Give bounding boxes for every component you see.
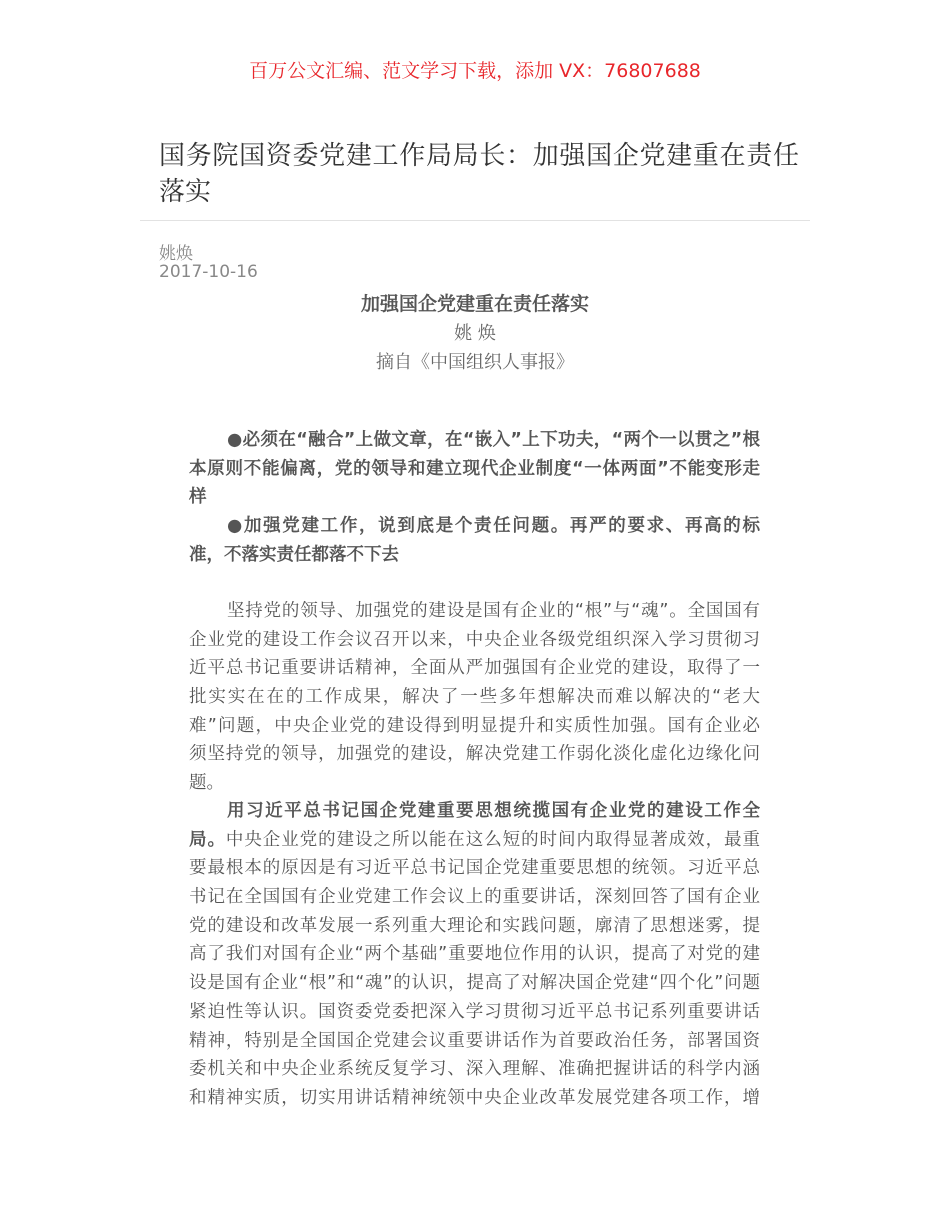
summary-line: ●必须在“融合”上做文章，在“嵌入”上下功夫，“两个一以贯之”根 xyxy=(227,430,760,450)
article-source: 摘自《中国组织人事报》 xyxy=(376,352,574,373)
paragraph-line: 设是国有企业“根”和“魂”的认识，提高了对解决国企党建“四个化”问题 xyxy=(189,973,760,994)
publish-date: 2017-10-16 xyxy=(159,262,258,282)
paragraph-line: 要最根本的原因是有习近平总书记国企党建重要思想的统领。习近平总 xyxy=(189,858,760,879)
paragraph-line: 紧迫性等认识。国资委党委把深入学习贯彻习近平总书记系列重要讲话 xyxy=(189,1001,760,1022)
paragraph-line: 党的建设和改革发展一系列重大理论和实践问题，廓清了思想迷雾，提 xyxy=(189,915,760,936)
article-heading: 加强国企党建重在责任落实 xyxy=(360,293,589,315)
page-title xyxy=(159,138,799,210)
paragraph-line: 须坚持党的领导，加强党的建设，解决党建工作弱化淡化虚化边缘化问 xyxy=(189,744,760,765)
title-line: 国务院国资委党建工作局局长：加强国企党建重在责任 xyxy=(159,141,799,171)
author: 姚焕 xyxy=(159,244,193,264)
promo-banner: 百万公文汇编、范文学习下载，添加 VX：76807688 xyxy=(249,60,701,82)
paragraph-line: 高了我们对国有企业“两个基础”重要地位作用的认识，提高了对党的建 xyxy=(189,944,760,965)
paragraph-line: 精神，特别是全国国企党建会议重要讲话作为首要政治任务，部署国资 xyxy=(189,1030,760,1051)
divider xyxy=(140,220,810,221)
paragraph-line: 近平总书记重要讲话精神，全面从严加强国有企业党的建设，取得了一 xyxy=(189,658,760,679)
paragraph-2 xyxy=(189,797,760,1113)
paragraph-line: 题。 xyxy=(189,773,224,794)
paragraph-line: 委机关和中央企业系统反复学习、深入理解、准确把握讲话的科学内涵 xyxy=(189,1059,760,1080)
paragraph-line: 和精神实质，切实用讲话精神统领中央企业改革发展党建各项工作，增 xyxy=(189,1087,760,1108)
summary-line: 本原则不能偏离，党的领导和建立现代企业制度“一体两面”不能变形走 xyxy=(189,458,760,479)
article-byline: 姚 焕 xyxy=(454,323,496,344)
summary xyxy=(189,426,760,569)
paragraph-line xyxy=(189,826,760,855)
paragraph-line: 书记在全国国有企业党建工作会议上的重要讲话，深刻回答了国有企业 xyxy=(189,887,760,908)
paragraph-line: 坚持党的领导、加强党的建设是国有企业的“根”与“魂”。全国国有 xyxy=(227,601,760,621)
summary-line: 样 xyxy=(189,487,207,508)
paragraph-line: 批实实在在的工作成果，解决了一些多年想解决而难以解决的“老大 xyxy=(189,687,760,708)
summary-line: ●加强党建工作，说到底是个责任问题。再严的要求、再高的标 xyxy=(227,516,760,537)
paragraph-text: 中央企业党的建设之所以能在这么短的时间内取得显著成效，最重 xyxy=(225,829,761,850)
paragraph-line: 企业党的建设工作会议召开以来，中央企业各级党组织深入学习贯彻习 xyxy=(189,629,760,650)
title-line: 落实 xyxy=(159,177,212,207)
paragraph-line: 难”问题，中央企业党的建设得到明显提升和实质性加强。国有企业必 xyxy=(189,715,760,736)
paragraph-1 xyxy=(189,597,760,798)
summary-line: 准，不落实责任都落不下去 xyxy=(189,544,399,565)
paragraph-bold-line: 用习近平总书记国企党建重要思想统揽国有企业党的建设工作全 xyxy=(227,801,760,821)
paragraph-bold-lead: 局。 xyxy=(189,829,226,850)
